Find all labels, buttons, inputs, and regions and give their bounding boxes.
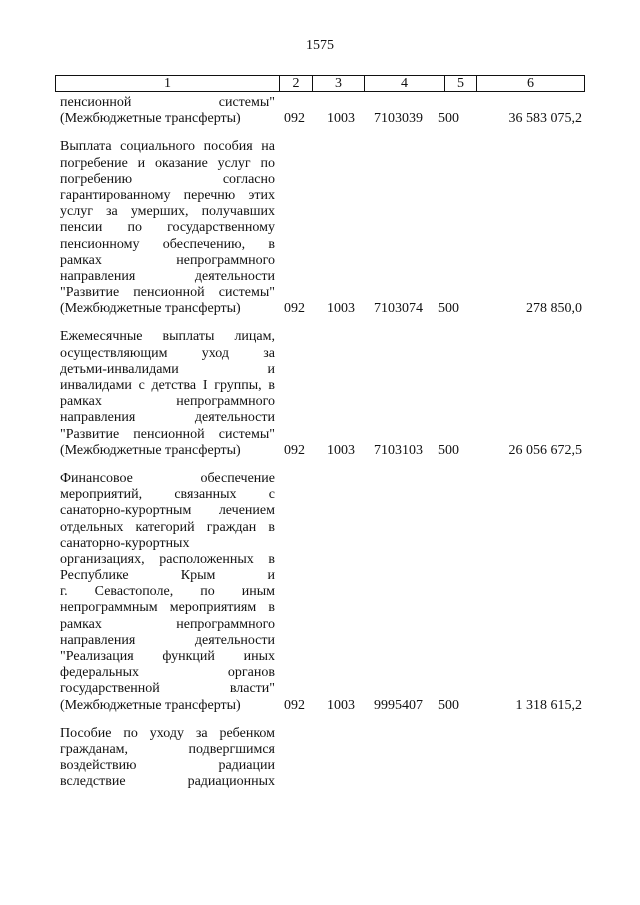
header-col-4: 4 [364,76,444,91]
header-col-6: 6 [476,76,584,91]
description-line: федеральных органов [60,665,275,681]
description-line: мероприятий, связанных с [60,487,275,503]
description-line: Ежемесячные выплаты лицам, [60,329,275,345]
cell-c4: 7103103 [374,442,423,458]
description-line: Финансовое обеспечение [60,470,275,486]
description-line: санаторно-курортных [60,535,190,551]
description-line: инвалидами с детства I группы, в [60,378,275,393]
table-row [0,726,640,791]
description-line: Республике Крым и [60,568,275,584]
description-line: вследствие радиационных [60,774,275,790]
description-line: Пособие по уходу за ребенком [60,725,275,741]
cell-c3: 1003 [327,111,355,127]
description-line: Выплата социального пособия на [60,139,275,155]
table-header [55,75,585,92]
table-body [0,95,640,791]
description-line: (Межбюджетные трансферты) [60,442,241,458]
description-line: г. Севастополе, по иным [60,584,275,600]
cell-c6: 36 583 075,2 [508,111,582,127]
description-line: гарантированному перечню этих [60,187,275,203]
cell-c4: 7103039 [374,111,423,127]
cell-c2: 092 [284,301,305,317]
description-line: санаторно-курортным лечением [60,503,275,519]
description-line: "Реализация функций иных [60,649,275,664]
table-row [0,329,640,459]
row-description [60,471,275,714]
cell-c3: 1003 [327,442,355,458]
description-line: государственной власти" [60,681,275,697]
header-col-2: 2 [279,76,312,91]
description-line: пенсионной системы" [60,95,275,110]
table-row [0,95,640,127]
description-line: "Развитие пенсионной системы" [60,426,275,442]
description-line: воздействию радиации [60,758,275,774]
description-line: услуг за умерших, получавших [60,204,275,220]
row-values [0,301,640,317]
description-line: пенсионному обеспечению, в [60,236,275,252]
description-line: рамках непрограммного [60,394,275,410]
description-line: (Межбюджетные трансферты) [60,301,241,317]
description-line: погребению согласно [60,171,275,187]
cell-c2: 092 [284,111,305,127]
description-line: рамках непрограммного [60,252,275,268]
description-line: детьми-инвалидами и [60,361,275,377]
cell-c5: 500 [438,442,459,458]
cell-c2: 092 [284,442,305,458]
row-values [0,775,640,791]
cell-c5: 500 [438,111,459,127]
cell-c6: 26 056 672,5 [508,442,582,458]
description-line: направления деятельности [60,632,275,648]
header-col-3: 3 [312,76,364,91]
page-number: 1575 [306,38,334,53]
cell-c6: 278 850,0 [526,301,582,317]
table-row [0,471,640,714]
cell-c5: 500 [438,301,459,317]
cell-c3: 1003 [327,301,355,317]
header-col-5: 5 [444,76,476,91]
description-line: (Межбюджетные трансферты) [60,697,241,713]
description-line: направления деятельности [60,410,275,426]
row-description [60,329,275,459]
row-values [0,443,640,459]
cell-c3: 1003 [327,697,355,713]
cell-c4: 7103074 [374,301,423,317]
cell-c4: 9995407 [374,697,423,713]
description-line: "Развитие пенсионной системы" [60,285,275,301]
description-line: направления деятельности [60,268,275,284]
description-line: организациях, расположенных в [60,551,275,567]
header-col-1: 1 [164,76,171,91]
cell-c5: 500 [438,697,459,713]
description-line: отдельных категорий граждан в [60,519,275,535]
description-line: осуществляющим уход за [60,345,275,361]
row-values [0,111,640,127]
cell-c6: 1 318 615,2 [515,697,582,713]
description-line: гражданам, подвергшимся [60,741,275,757]
cell-c2: 092 [284,697,305,713]
description-line: пенсии по государственному [60,220,275,236]
description-line: рамках непрограммного [60,616,275,632]
row-description [60,139,275,317]
description-line: (Межбюджетные трансферты) [60,111,241,127]
description-line: погребение и оказание услуг по [60,155,275,171]
table-row [0,139,640,317]
row-values [0,698,640,714]
description-line: непрограммным мероприятиям в [60,600,275,616]
